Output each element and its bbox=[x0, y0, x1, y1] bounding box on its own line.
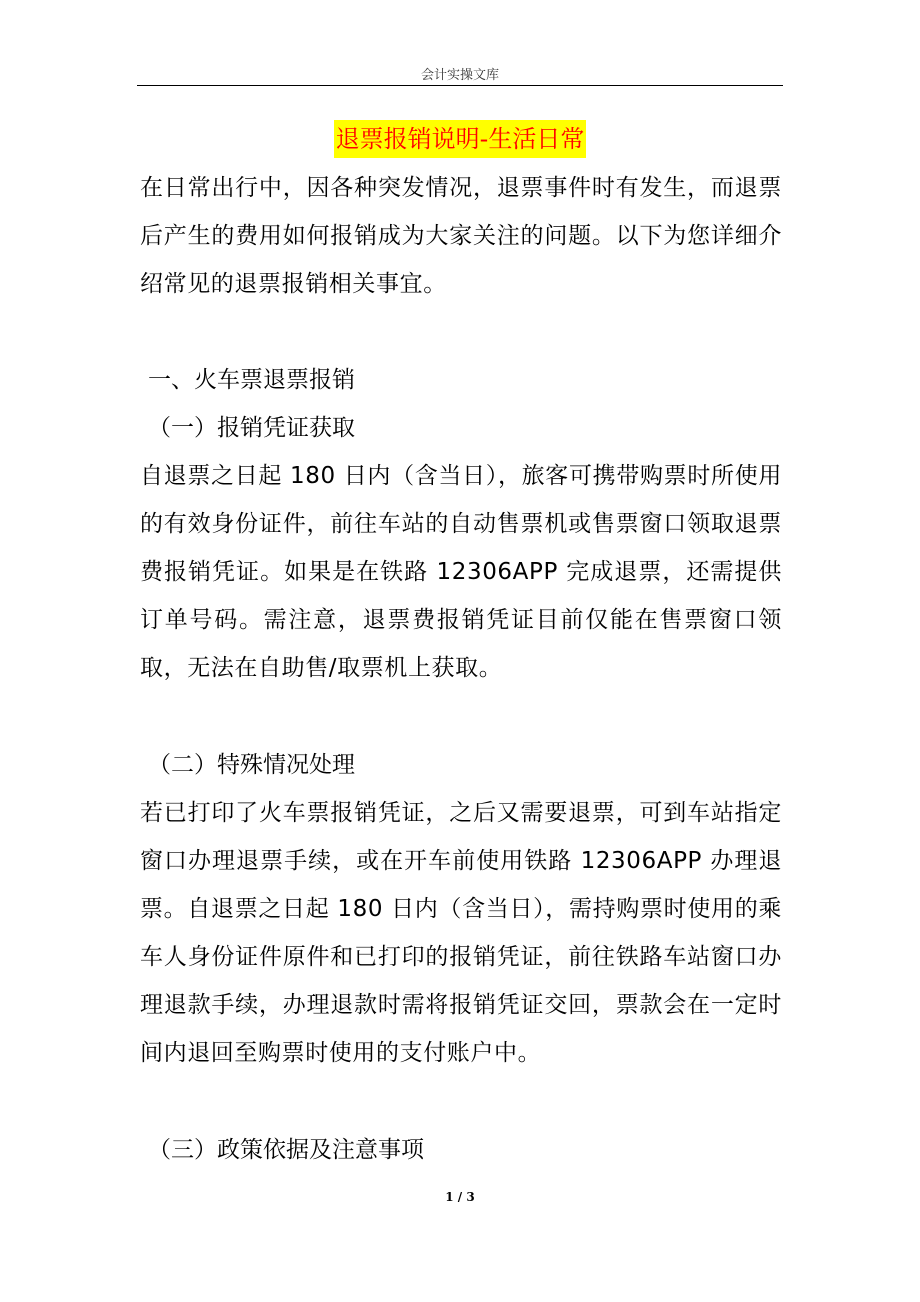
header-divider bbox=[137, 85, 783, 86]
page-indicator: 1 / 3 bbox=[445, 1190, 475, 1204]
section-heading-train-refund: 一、火车票退票报销 bbox=[148, 367, 355, 393]
paragraph-voucher: 自退票之日起 180 日内（含当日），旅客可携带购票时所使用的有效身份证件，前往车站的自动售票机或售票窗口领取退票费报销凭证。如果是在铁路 12306APP 完成退票，还需提供订单号码。需注意，退票费报销凭证目前仅能在售票窗口领取，无法在自助售/取票机上获取。 bbox=[140, 463, 782, 681]
subheading-policy-notes: （三）政策依据及注意事项 bbox=[148, 1137, 424, 1163]
document-title: 退票报销说明-生活日常 bbox=[334, 120, 587, 158]
intro-paragraph: 在日常出行中，因各种突发情况，退票事件时有发生，而退票后产生的费用如何报销成为大家关注的问题。以下为您详细介绍常见的退票报销相关事宜。 bbox=[140, 175, 782, 297]
document-title-wrapper bbox=[0, 120, 920, 158]
header-site-name: 会计实操文库 bbox=[420, 68, 499, 83]
paragraph-special-cases: 若已打印了火车票报销凭证，之后又需要退票，可到车站指定窗口办理退票手续，或在开车前使用铁路 12306APP 办理退票。自退票之日起 180 日内（含当日），需持购票时使用的乘车人身份证件原件和已打印的报销凭证，前往铁路车站窗口办理退款手续，办理退款时需将报销凭证交回，票款会在一定时间内退回至购票时使用的支付账户中。 bbox=[140, 800, 782, 1066]
subheading-voucher: （一）报销凭证获取 bbox=[148, 415, 355, 441]
subheading-special-cases: （二）特殊情况处理 bbox=[148, 752, 355, 778]
